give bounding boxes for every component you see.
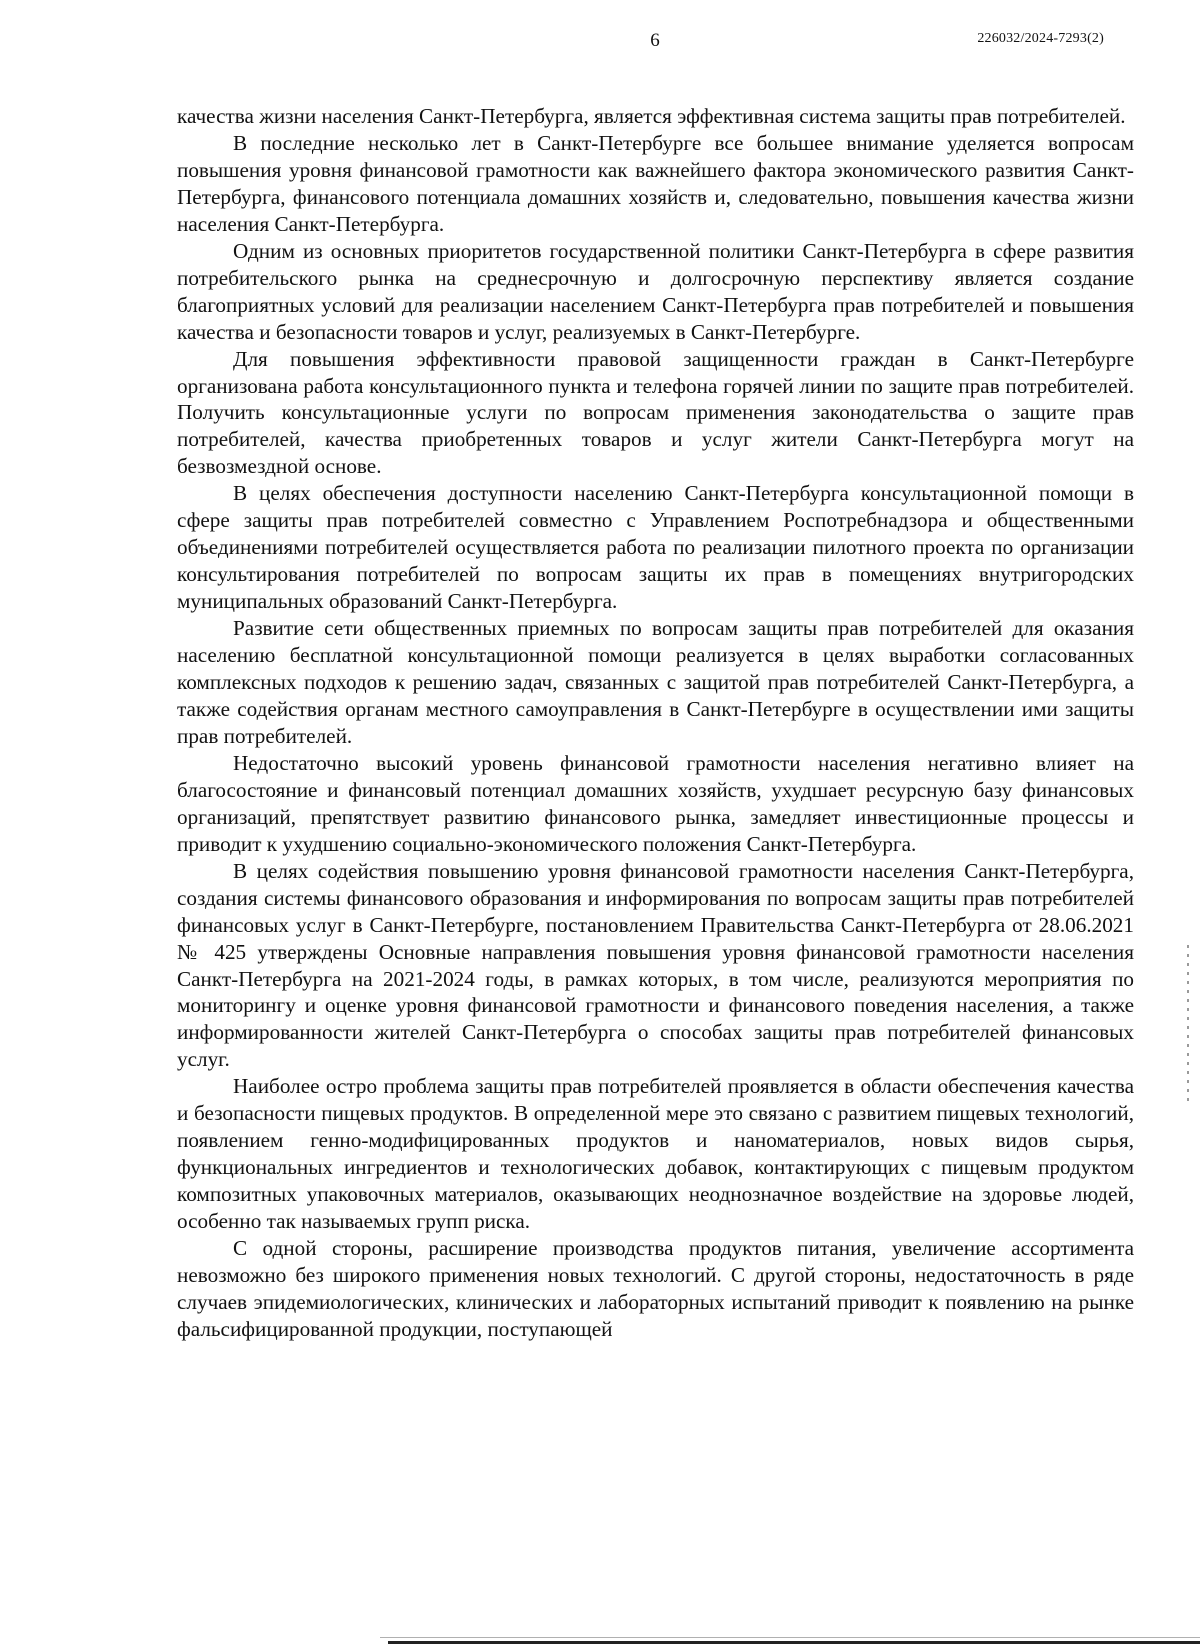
paragraph: В целях содействия повышению уровня финансовой грамотности населения Санкт-Петербурга, создания системы финансового образования и информирования по вопросам защиты прав потребителей финансовых услуг в Санкт-Петербурге, постановлением Правительства Санкт-Петербурга от 28.06.2021 № 425 утверждены Основные направления повышения уровня финансовой грамотности населения Санкт-Петербурга на 2021-2024 годы, в рамках которых, в том числе, реализуются мероприятия по мониторингу и оценке уровня финансовой грамотности и финансового поведения населения, а также информированности жителей Санкт-Петербурга о способах защиты прав потребителей финансовых услуг. <box>177 858 1134 1072</box>
paragraph: В целях обеспечения доступности населению Санкт-Петербурга консультационной помощи в сфере защиты прав потребителей совместно с Управлением Роспотребнадзора и общественными объединениями потребителей осуществляется работа по реализации пилотного проекта по организации консультирования потребителей по вопросам защиты их прав в помещениях внутригородских муниципальных образований Санкт-Петербурга. <box>177 481 1134 614</box>
paragraph: С одной стороны, расширение производства продуктов питания, увеличение ассортимента невозможно без широкого применения новых технологий. С другой стороны, недостаточность в ряде случаев эпидемиологических, клинических и лабораторных испытаний приводит к появлению на рынке фальсифицированной продукции, поступающей <box>177 1236 1134 1341</box>
paragraph: В последние несколько лет в Санкт-Петербурге все большее внимание уделяется вопросам повышения уровня финансовой грамотности как важнейшего фактора экономического развития Санкт-Петербурга, финансового потенциала домашних хозяйств и, следовательно, повышения качества жизни населения Санкт-Петербурга. <box>177 130 1134 236</box>
paragraph: Для повышения эффективности правовой защищенности граждан в Санкт-Петербурге организована работа консультационного пункта и телефона горячей линии по защите прав потребителей. Получить консультационные услуги по вопросам применения законодательства о защите прав потребителей, качества приобретенных товаров и услуг жители Санкт-Петербурга могут на безвозмездной основе. <box>177 346 1134 479</box>
paragraph: качества жизни населения Санкт-Петербурга, является эффективная система защиты прав потребителей. <box>177 104 1126 128</box>
paragraph: Наиболее остро проблема защиты прав потребителей проявляется в области обеспечения качества и безопасности пищевых продуктов. В определенной мере это связано с развитием пищевых технологий, появлением генно-модифицированных продуктов и наноматериалов, новых видов сырья, функциональных ингредиентов и технологических добавок, контактирующих с пищевым продуктом композитных упаковочных материалов, оказывающих неоднозначное воздействие на здоровье людей, особенно так называемых групп риска. <box>177 1074 1134 1234</box>
paragraph: Развитие сети общественных приемных по вопросам защиты прав потребителей для оказания населению бесплатной консультационной помощи реализуется в целях выработки согласованных комплексных подходов к решению задач, связанных с защитой прав потребителей Санкт-Петербурга, а также содействия органам местного самоуправления в Санкт-Петербурге в осуществлении ими защиты прав потребителей. <box>177 616 1134 748</box>
scan-edge-line <box>388 1641 1200 1644</box>
scan-margin-marks <box>1187 945 1189 1105</box>
scan-edge-faint-line <box>380 1637 1200 1638</box>
page-number: 6 <box>650 30 660 51</box>
document-reference: 226032/2024-7293(2) <box>977 31 1104 46</box>
paragraph: Одним из основных приоритетов государственной политики Санкт-Петербурга в сфере развития потребительского рынка на среднесрочную и долгосрочную перспективу является создание благоприятных условий для реализации населением Санкт-Петербурга прав потребителей и повышения качества и безопасности товаров и услуг, реализуемых в Санкт-Петербурге. <box>177 238 1134 344</box>
paragraph: Недостаточно высокий уровень финансовой грамотности населения негативно влияет на благосостояние и финансовый потенциал домашних хозяйств, ухудшает ресурсную базу финансовых организаций, препятствует развитию финансового рынка, замедляет инвестиционные процессы и приводит к ухудшению социально-экономического положения Санкт-Петербурга. <box>177 750 1134 856</box>
body-text <box>177 103 1134 1343</box>
